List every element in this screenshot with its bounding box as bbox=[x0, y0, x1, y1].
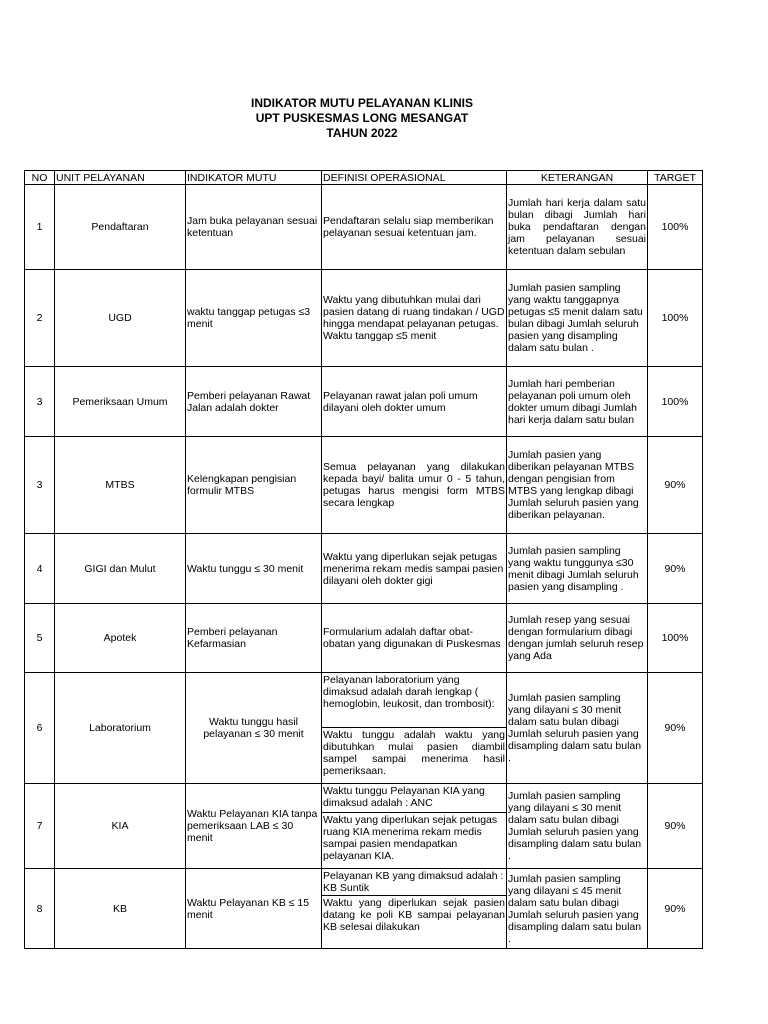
cell-definisi bbox=[322, 270, 507, 367]
cell-unit: KIA bbox=[55, 784, 186, 869]
cell-target: 90% bbox=[648, 869, 703, 949]
cell-indikator: Kelengkapan pengisian formulir MTBS bbox=[186, 437, 322, 534]
document-title-line1: INDIKATOR MUTU PELAYANAN KLINIS bbox=[250, 96, 474, 110]
definisi-part-a: Pelayanan laboratorium yang dimaksud adalah darah lengkap ( hemoglobin, leukosit, dan trombosit): bbox=[322, 673, 506, 728]
table-row bbox=[25, 437, 703, 534]
cell-no: 8 bbox=[25, 869, 55, 949]
cell-keterangan: Jumlah pasien sampling yang waktu tanggapnya petugas ≤5 menit dalam satu bulan dibagi Jumlah seluruh pasien yang disampling dalam satu bulan . bbox=[507, 270, 648, 367]
document-title-line3: TAHUN 2022 bbox=[326, 126, 398, 140]
cell-unit: Pemeriksaan Umum bbox=[55, 367, 186, 437]
cell-indikator: Pemberi pelayanan Kefarmasian bbox=[186, 604, 322, 673]
cell-target: 100% bbox=[648, 185, 703, 270]
cell-keterangan: Jumlah pasien sampling yang waktu tunggunya ≤30 menit dibagi Jumlah seluruh pasien yang disampling . bbox=[507, 534, 648, 604]
cell-target: 90% bbox=[648, 784, 703, 869]
cell-no: 6 bbox=[25, 673, 55, 784]
cell-unit: Apotek bbox=[55, 604, 186, 673]
cell-no: 4 bbox=[25, 534, 55, 604]
table-row bbox=[25, 270, 703, 367]
definisi-part-a: Waktu tunggu Pelayanan KIA yang dimaksud adalah : ANC bbox=[322, 784, 506, 813]
table-row bbox=[25, 869, 703, 949]
cell-keterangan: Jumlah resep yang sesuai dengan formularium dibagi dengan jumlah seluruh resep yang Ada bbox=[507, 604, 648, 673]
cell-keterangan: Jumlah hari pemberian pelayanan poli umum oleh dokter umum dibagi Jumlah hari kerja dalam satu bulan bbox=[507, 367, 648, 437]
cell-target: 100% bbox=[648, 604, 703, 673]
definisi-part-a: Pelayanan KB yang dimaksud adalah : KB Suntik bbox=[322, 869, 506, 896]
cell-keterangan: Jumlah hari kerja dalam satu bulan dibagi Jumlah hari buka pendaftaran dengan jam pelayanan sesuai ketentuan dalam sebulan bbox=[507, 185, 648, 270]
cell-keterangan: Jumlah pasien sampling yang dilayani ≤ 45 menit dalam satu bulan dibagi Jumlah seluruh pasien yang disampling dalam satu bulan . bbox=[507, 869, 648, 949]
column-header-unit: UNIT PELAYANAN bbox=[55, 171, 186, 185]
indicator-table bbox=[24, 170, 703, 949]
cell-target: 100% bbox=[648, 270, 703, 367]
cell-indikator: Pemberi pelayanan Rawat Jalan adalah dokter bbox=[186, 367, 322, 437]
table-row bbox=[25, 784, 703, 869]
cell-unit: Laboratorium bbox=[55, 673, 186, 784]
cell-unit: MTBS bbox=[55, 437, 186, 534]
cell-definisi: Semua pelayanan yang dilakukan kepada bayi/ balita umur 0 - 5 tahun, petugas harus mengisi form MTBS secara lengkap bbox=[322, 437, 507, 534]
column-header-no: NO bbox=[25, 171, 55, 185]
cell-no: 2 bbox=[25, 270, 55, 367]
cell-definisi: Pendaftaran selalu siap memberikan pelayanan sesuai ketentuan jam. bbox=[322, 185, 507, 270]
column-header-keterangan: KETERANGAN bbox=[507, 171, 648, 185]
cell-definisi bbox=[322, 673, 507, 784]
definisi-text: Waktu yang dibutuhkan mulai dari pasien datang di ruang tindakan / UGD hingga mendapat pelayanan petugas. bbox=[323, 294, 505, 330]
cell-keterangan: Jumlah pasien sampling yang dilayani ≤ 30 menit dalam satu bulan dibagi Jumlah seluruh pasien yang disampling dalam satu bulan . bbox=[507, 673, 648, 784]
definisi-part-b: Waktu yang diperlukan sejak pasien datang ke poli KB sampai pelayanan KB selesai dilakukan bbox=[323, 897, 505, 933]
cell-no: 3 bbox=[25, 437, 55, 534]
cell-target: 90% bbox=[648, 437, 703, 534]
cell-definisi bbox=[322, 869, 507, 949]
column-header-indikator: INDIKATOR MUTU bbox=[186, 171, 322, 185]
cell-indikator: Waktu Pelayanan KIA tanpa pemeriksaan LAB ≤ 30 menit bbox=[186, 784, 322, 869]
cell-target: 90% bbox=[648, 673, 703, 784]
cell-target: 100% bbox=[648, 367, 703, 437]
document-title-line2: UPT PUSKESMAS LONG MESANGAT bbox=[255, 111, 469, 125]
cell-unit: UGD bbox=[55, 270, 186, 367]
cell-unit: KB bbox=[55, 869, 186, 949]
table-row bbox=[25, 604, 703, 673]
cell-indikator: Waktu tunggu ≤ 30 menit bbox=[186, 534, 322, 604]
cell-target: 90% bbox=[648, 534, 703, 604]
cell-no: 1 bbox=[25, 185, 55, 270]
table-row bbox=[25, 185, 703, 270]
cell-unit: Pendaftaran bbox=[55, 185, 186, 270]
table-row bbox=[25, 534, 703, 604]
cell-indikator: Waktu tunggu hasil pelayanan ≤ 30 menit bbox=[186, 673, 322, 784]
definisi-part-b: Waktu yang diperlukan sejak petugas ruang KIA menerima rekam medis sampai pasien mendapatkan pelayanan KIA. bbox=[323, 814, 498, 862]
definisi-part-b: Waktu tunggu adalah waktu yang dibutuhkan mulai pasien diambil sampel sampai menerima hasil pemeriksaan. bbox=[323, 729, 505, 777]
definisi-text-2: Waktu tanggap ≤5 menit bbox=[323, 330, 437, 342]
cell-definisi: Formularium adalah daftar obat-obatan yang digunakan di Puskesmas bbox=[322, 604, 507, 673]
cell-indikator: Waktu Pelayanan KB ≤ 15 menit bbox=[186, 869, 322, 949]
cell-indikator: waktu tanggap petugas ≤3 menit bbox=[186, 270, 322, 367]
cell-indikator: Jam buka pelayanan sesuai ketentuan bbox=[186, 185, 322, 270]
cell-keterangan: Jumlah pasien yang diberikan pelayanan MTBS dengan pengisian from MTBS yang lengkap dibagi Jumlah seluruh pasien yang diberikan pelayanan. bbox=[507, 437, 648, 534]
cell-no: 7 bbox=[25, 784, 55, 869]
cell-definisi: Waktu yang diperlukan sejak petugas menerima rekam medis sampai pasien dilayani oleh dokter gigi bbox=[322, 534, 507, 604]
cell-keterangan: Jumlah pasien sampling yang dilayani ≤ 30 menit dalam satu bulan dibagi Jumlah seluruh pasien yang disampling dalam satu bulan . bbox=[507, 784, 648, 869]
cell-definisi bbox=[322, 784, 507, 869]
cell-no: 3 bbox=[25, 367, 55, 437]
cell-definisi: Pelayanan rawat jalan poli umum dilayani oleh dokter umum bbox=[322, 367, 507, 437]
table-header-row bbox=[25, 171, 703, 185]
column-header-target: TARGET bbox=[648, 171, 703, 185]
cell-unit: GIGI dan Mulut bbox=[55, 534, 186, 604]
cell-no: 5 bbox=[25, 604, 55, 673]
table-row bbox=[25, 367, 703, 437]
column-header-definisi: DEFINISI OPERASIONAL bbox=[322, 171, 507, 185]
table-row bbox=[25, 673, 703, 784]
